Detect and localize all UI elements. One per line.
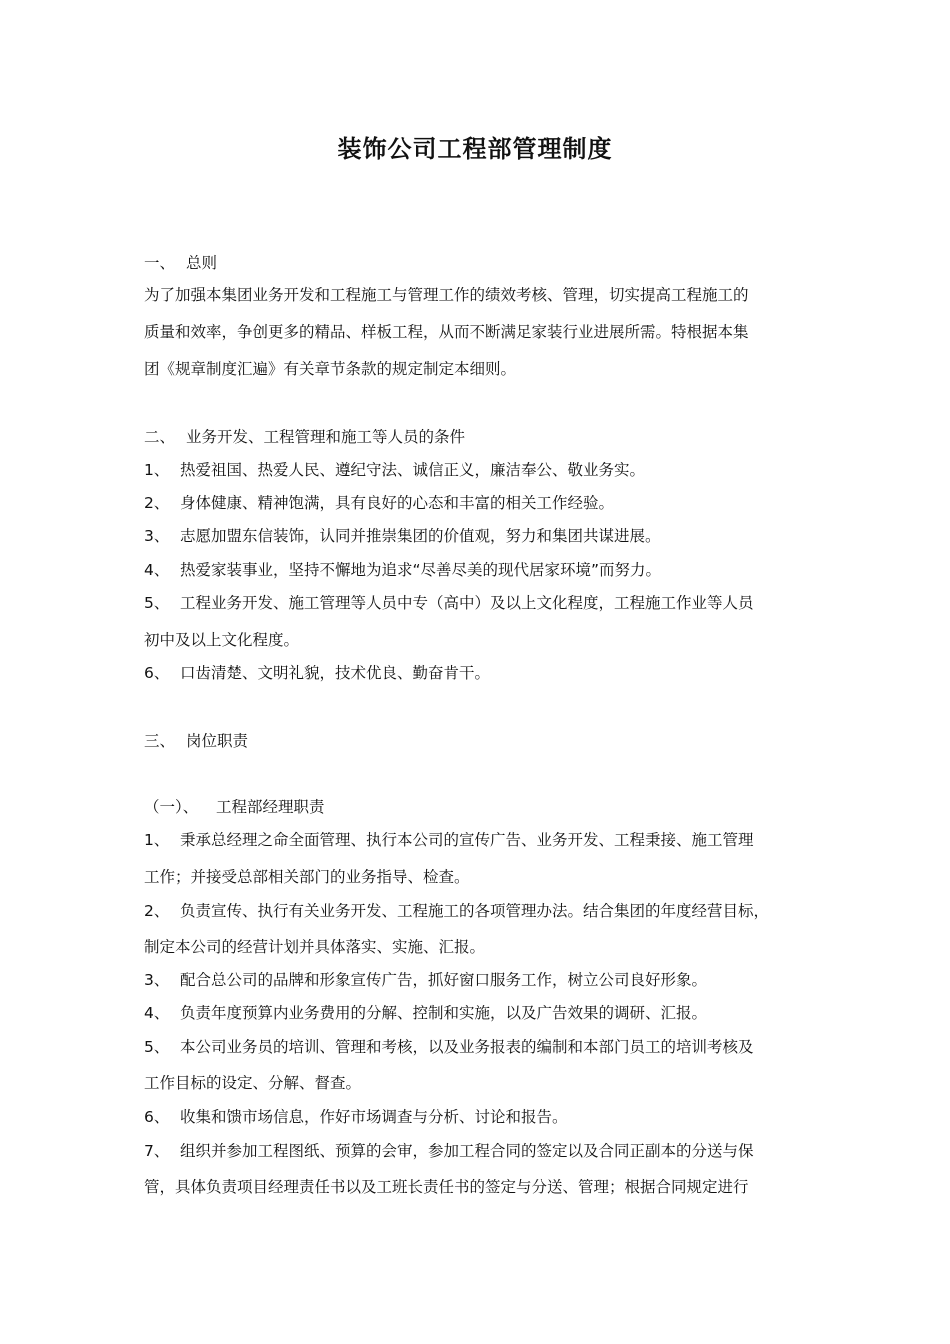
item-text: 口齿清楚、文明礼貌，技术优良、勤奋肯干。 xyxy=(180,664,491,682)
item-number: 4、 xyxy=(144,1004,170,1022)
list-item xyxy=(144,829,754,851)
list-item xyxy=(144,662,490,684)
item-text: 秉承总经理之命全面管理、执行本公司的宣传广告、业务开发、工程秉接、施工管理 xyxy=(180,831,754,849)
paragraph-line: 团《规章制度汇遍》有关章节条款的规定制定本细则。 xyxy=(144,360,517,378)
item-text: 负责宣传、执行有关业务开发、工程施工的各项管理办法。结合集团的年度经营目标， xyxy=(180,902,770,920)
list-item xyxy=(144,559,661,581)
item-text: 热爱家装事业，坚持不懈地为追求“尽善尽美的现代居家环境”而努力。 xyxy=(180,561,662,579)
section-title: 总则 xyxy=(186,254,218,272)
list-item-continuation: 初中及以上文化程度。 xyxy=(144,631,300,649)
item-number: 3、 xyxy=(144,971,170,989)
document-title: 装饰公司工程部管理制度 xyxy=(337,135,613,163)
section-number: 二、 xyxy=(144,428,176,446)
item-number: 4、 xyxy=(144,561,170,579)
item-number: 2、 xyxy=(144,902,170,920)
item-number: 2、 xyxy=(144,494,170,512)
list-item xyxy=(144,969,707,991)
item-text: 身体健康、精神饱满，具有良好的心态和丰富的相关工作经验。 xyxy=(180,494,615,512)
item-number: 5、 xyxy=(144,594,170,612)
section-number: 三、 xyxy=(144,732,176,750)
item-number: 3、 xyxy=(144,527,170,545)
list-item xyxy=(144,1036,754,1058)
item-text: 组织并参加工程图纸、预算的会审，参加工程合同的签定以及合同正副本的分送与保 xyxy=(180,1142,754,1160)
list-item-continuation: 工作目标的设定、分解、督查。 xyxy=(144,1074,362,1092)
item-number: 6、 xyxy=(144,1108,170,1126)
section-title: 岗位职责 xyxy=(186,732,249,750)
section-3-heading xyxy=(144,730,248,752)
item-text: 负责年度预算内业务费用的分解、控制和实施，以及广告效果的调研、汇报。 xyxy=(180,1004,708,1022)
list-item-continuation: 管，具体负责项目经理责任书以及工班长责任书的签定与分送、管理；根据合同规定进行 xyxy=(144,1178,749,1196)
item-text: 本公司业务员的培训、管理和考核，以及业务报表的编制和本部门员工的培训考核及 xyxy=(180,1038,754,1056)
item-number: 6、 xyxy=(144,664,170,682)
list-item-continuation: 制定本公司的经营计划并具体落实、实施、汇报。 xyxy=(144,938,486,956)
list-item xyxy=(144,1106,568,1128)
subsection-title: 工程部经理职责 xyxy=(216,798,325,816)
list-item xyxy=(144,492,614,514)
item-text: 工程业务开发、施工管理等人员中专（高中）及以上文化程度，工程施工作业等人员 xyxy=(180,594,754,612)
section-1-heading xyxy=(144,252,217,274)
list-item xyxy=(144,459,645,481)
item-text: 志愿加盟东信装饰，认同并推崇集团的价值观，努力和集团共谋进展。 xyxy=(180,527,661,545)
item-number: 7、 xyxy=(144,1142,170,1160)
item-number: 1、 xyxy=(144,831,170,849)
item-text: 配合总公司的品牌和形象宣传广告，抓好窗口服务工作，树立公司良好形象。 xyxy=(180,971,708,989)
subsection-number: （一）、 xyxy=(144,798,199,816)
list-item xyxy=(144,592,754,614)
list-item xyxy=(144,525,661,547)
item-number: 5、 xyxy=(144,1038,170,1056)
list-item-continuation: 工作；并接受总部相关部门的业务指导、检查。 xyxy=(144,868,470,886)
section-number: 一、 xyxy=(144,254,176,272)
list-item xyxy=(144,1140,754,1162)
section-2-heading xyxy=(144,426,465,448)
list-item xyxy=(144,900,769,922)
subsection-heading xyxy=(144,796,325,818)
paragraph-line: 为了加强本集团业务开发和工程施工与管理工作的绩效考核、管理，切实提高工程施工的 xyxy=(144,286,749,304)
item-text: 热爱祖国、热爱人民、遵纪守法、诚信正义，廉洁奉公、敬业务实。 xyxy=(180,461,646,479)
section-title: 业务开发、工程管理和施工等人员的条件 xyxy=(186,428,466,446)
paragraph-line: 质量和效率，争创更多的精品、样板工程，从而不断满足家装行业进展所需。特根据本集 xyxy=(144,323,749,341)
item-number: 1、 xyxy=(144,461,170,479)
item-text: 收集和馈市场信息，作好市场调查与分析、讨论和报告。 xyxy=(180,1108,568,1126)
list-item xyxy=(144,1002,707,1024)
